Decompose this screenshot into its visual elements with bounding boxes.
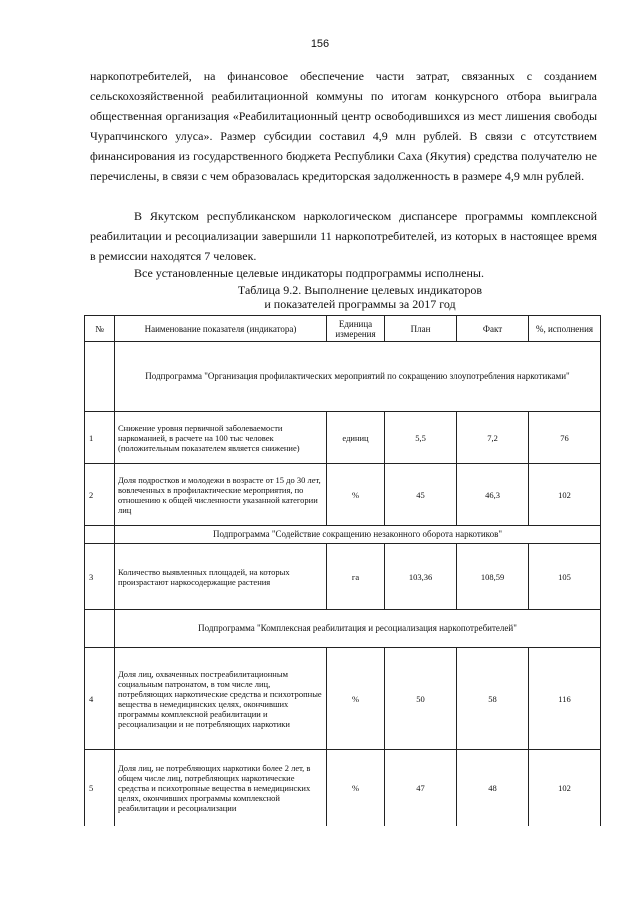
table-row: [85, 464, 601, 526]
row-num: 4: [85, 648, 115, 750]
subprogram-row: [85, 342, 601, 412]
subprogram-blank-cell: [85, 610, 115, 648]
header-pct: %, исполнения: [529, 316, 601, 342]
table-row: [85, 750, 601, 826]
subprogram-row: [85, 526, 601, 544]
row-fact: 46,3: [457, 464, 529, 526]
subprogram-blank-cell: [85, 342, 115, 412]
header-name: Наименование показателя (индикатора): [115, 316, 327, 342]
row-plan: 47: [385, 750, 457, 826]
indicators-table: [84, 315, 601, 826]
row-unit: %: [327, 464, 385, 526]
row-fact: 108,59: [457, 544, 529, 610]
row-fact: 7,2: [457, 412, 529, 464]
paragraph-dispensary: В Якутском республиканском наркологическом диспансере программы комплексной реабилитации и ресоциализации завершили 11 наркопотребителей, из которых в настоящее время в ремиссии находятся 7 человек.: [90, 209, 597, 263]
row-pct: 116: [529, 648, 601, 750]
row-num: 3: [85, 544, 115, 610]
paragraph-subsidy: наркопотребителей, на финансовое обеспечение части затрат, связанных с созданием сельскохозяйственной реабилитационной коммуны по итогам конкурсного отбора выиграла общественная организация «Реабилитационный центр освободившихся из мест лишения свободы Чурапчинского улуса». Размер субсидии составил 4,9 млн рублей. В связи с отсутствием финансирования из государственного бюджета Республики Саха (Якутия) средства получателю не перечислены, в связи с чем образовалась кредиторская задолженность в размере 4,9 млн рублей.: [90, 69, 597, 183]
row-unit: %: [327, 750, 385, 826]
subprogram-blank-cell: [85, 526, 115, 544]
page-number: 156: [310, 38, 330, 50]
paragraph-indicators-met: Все установленные целевые индикаторы подпрограммы исполнены.: [134, 266, 484, 280]
row-name: Доля лиц, охваченных постреабилитационным социальным патронатом, в том числе лиц, потребляющих наркотические средства и психотропные вещества в немедицинских целях, окончивших программы комплексной реабилитации и ресоциализации и не потребляющих наркотики: [115, 648, 327, 750]
row-fact: 58: [457, 648, 529, 750]
row-num: 5: [85, 750, 115, 826]
row-pct: 76: [529, 412, 601, 464]
table-caption-line1: Таблица 9.2. Выполнение целевых индикаторов: [237, 283, 483, 297]
subprogram-title: Подпрограмма "Содействие сокращению незаконного оборота наркотиков": [115, 526, 601, 544]
row-unit: %: [327, 648, 385, 750]
table-caption-line2: и показателей программы за 2017 год: [264, 297, 456, 311]
row-name: Доля подростков и молодежи в возрасте от 15 до 30 лет, вовлеченных в профилактические мероприятия, по отношению к общей численности указанной категории лиц: [115, 464, 327, 526]
row-plan: 50: [385, 648, 457, 750]
row-unit: единиц: [327, 412, 385, 464]
header-unit: Единица измерения: [327, 316, 385, 342]
row-name: Снижение уровня первичной заболеваемости наркоманией, в расчете на 100 тыс человек (положительным показателем является снижение): [115, 412, 327, 464]
row-pct: 102: [529, 464, 601, 526]
header-plan: План: [385, 316, 457, 342]
row-unit: га: [327, 544, 385, 610]
header-fact: Факт: [457, 316, 529, 342]
subprogram-row: [85, 610, 601, 648]
table-row: [85, 544, 601, 610]
row-plan: 5,5: [385, 412, 457, 464]
row-name: Количество выявленных площадей, на которых произрастают наркосодержащие растения: [115, 544, 327, 610]
row-plan: 45: [385, 464, 457, 526]
subprogram-title: Подпрограмма "Комплексная реабилитация и ресоциализация наркопотребителей": [115, 610, 601, 648]
header-num: №: [85, 316, 115, 342]
row-num: 2: [85, 464, 115, 526]
table-header-row: [85, 316, 601, 342]
subprogram-title: Подпрограмма "Организация профилактических мероприятий по сокращению злоупотребления наркотиками": [115, 342, 601, 412]
row-name: Доля лиц, не потребляющих наркотики более 2 лет, в общем числе лиц, потребляющих наркотические средства и психотропные вещества в немедицинских целях, окончивших программы комплексной реабилитации и ресоциализации: [115, 750, 327, 826]
table-row: [85, 648, 601, 750]
row-pct: 105: [529, 544, 601, 610]
row-pct: 102: [529, 750, 601, 826]
row-plan: 103,36: [385, 544, 457, 610]
row-fact: 48: [457, 750, 529, 826]
table-row: [85, 412, 601, 464]
row-num: 1: [85, 412, 115, 464]
